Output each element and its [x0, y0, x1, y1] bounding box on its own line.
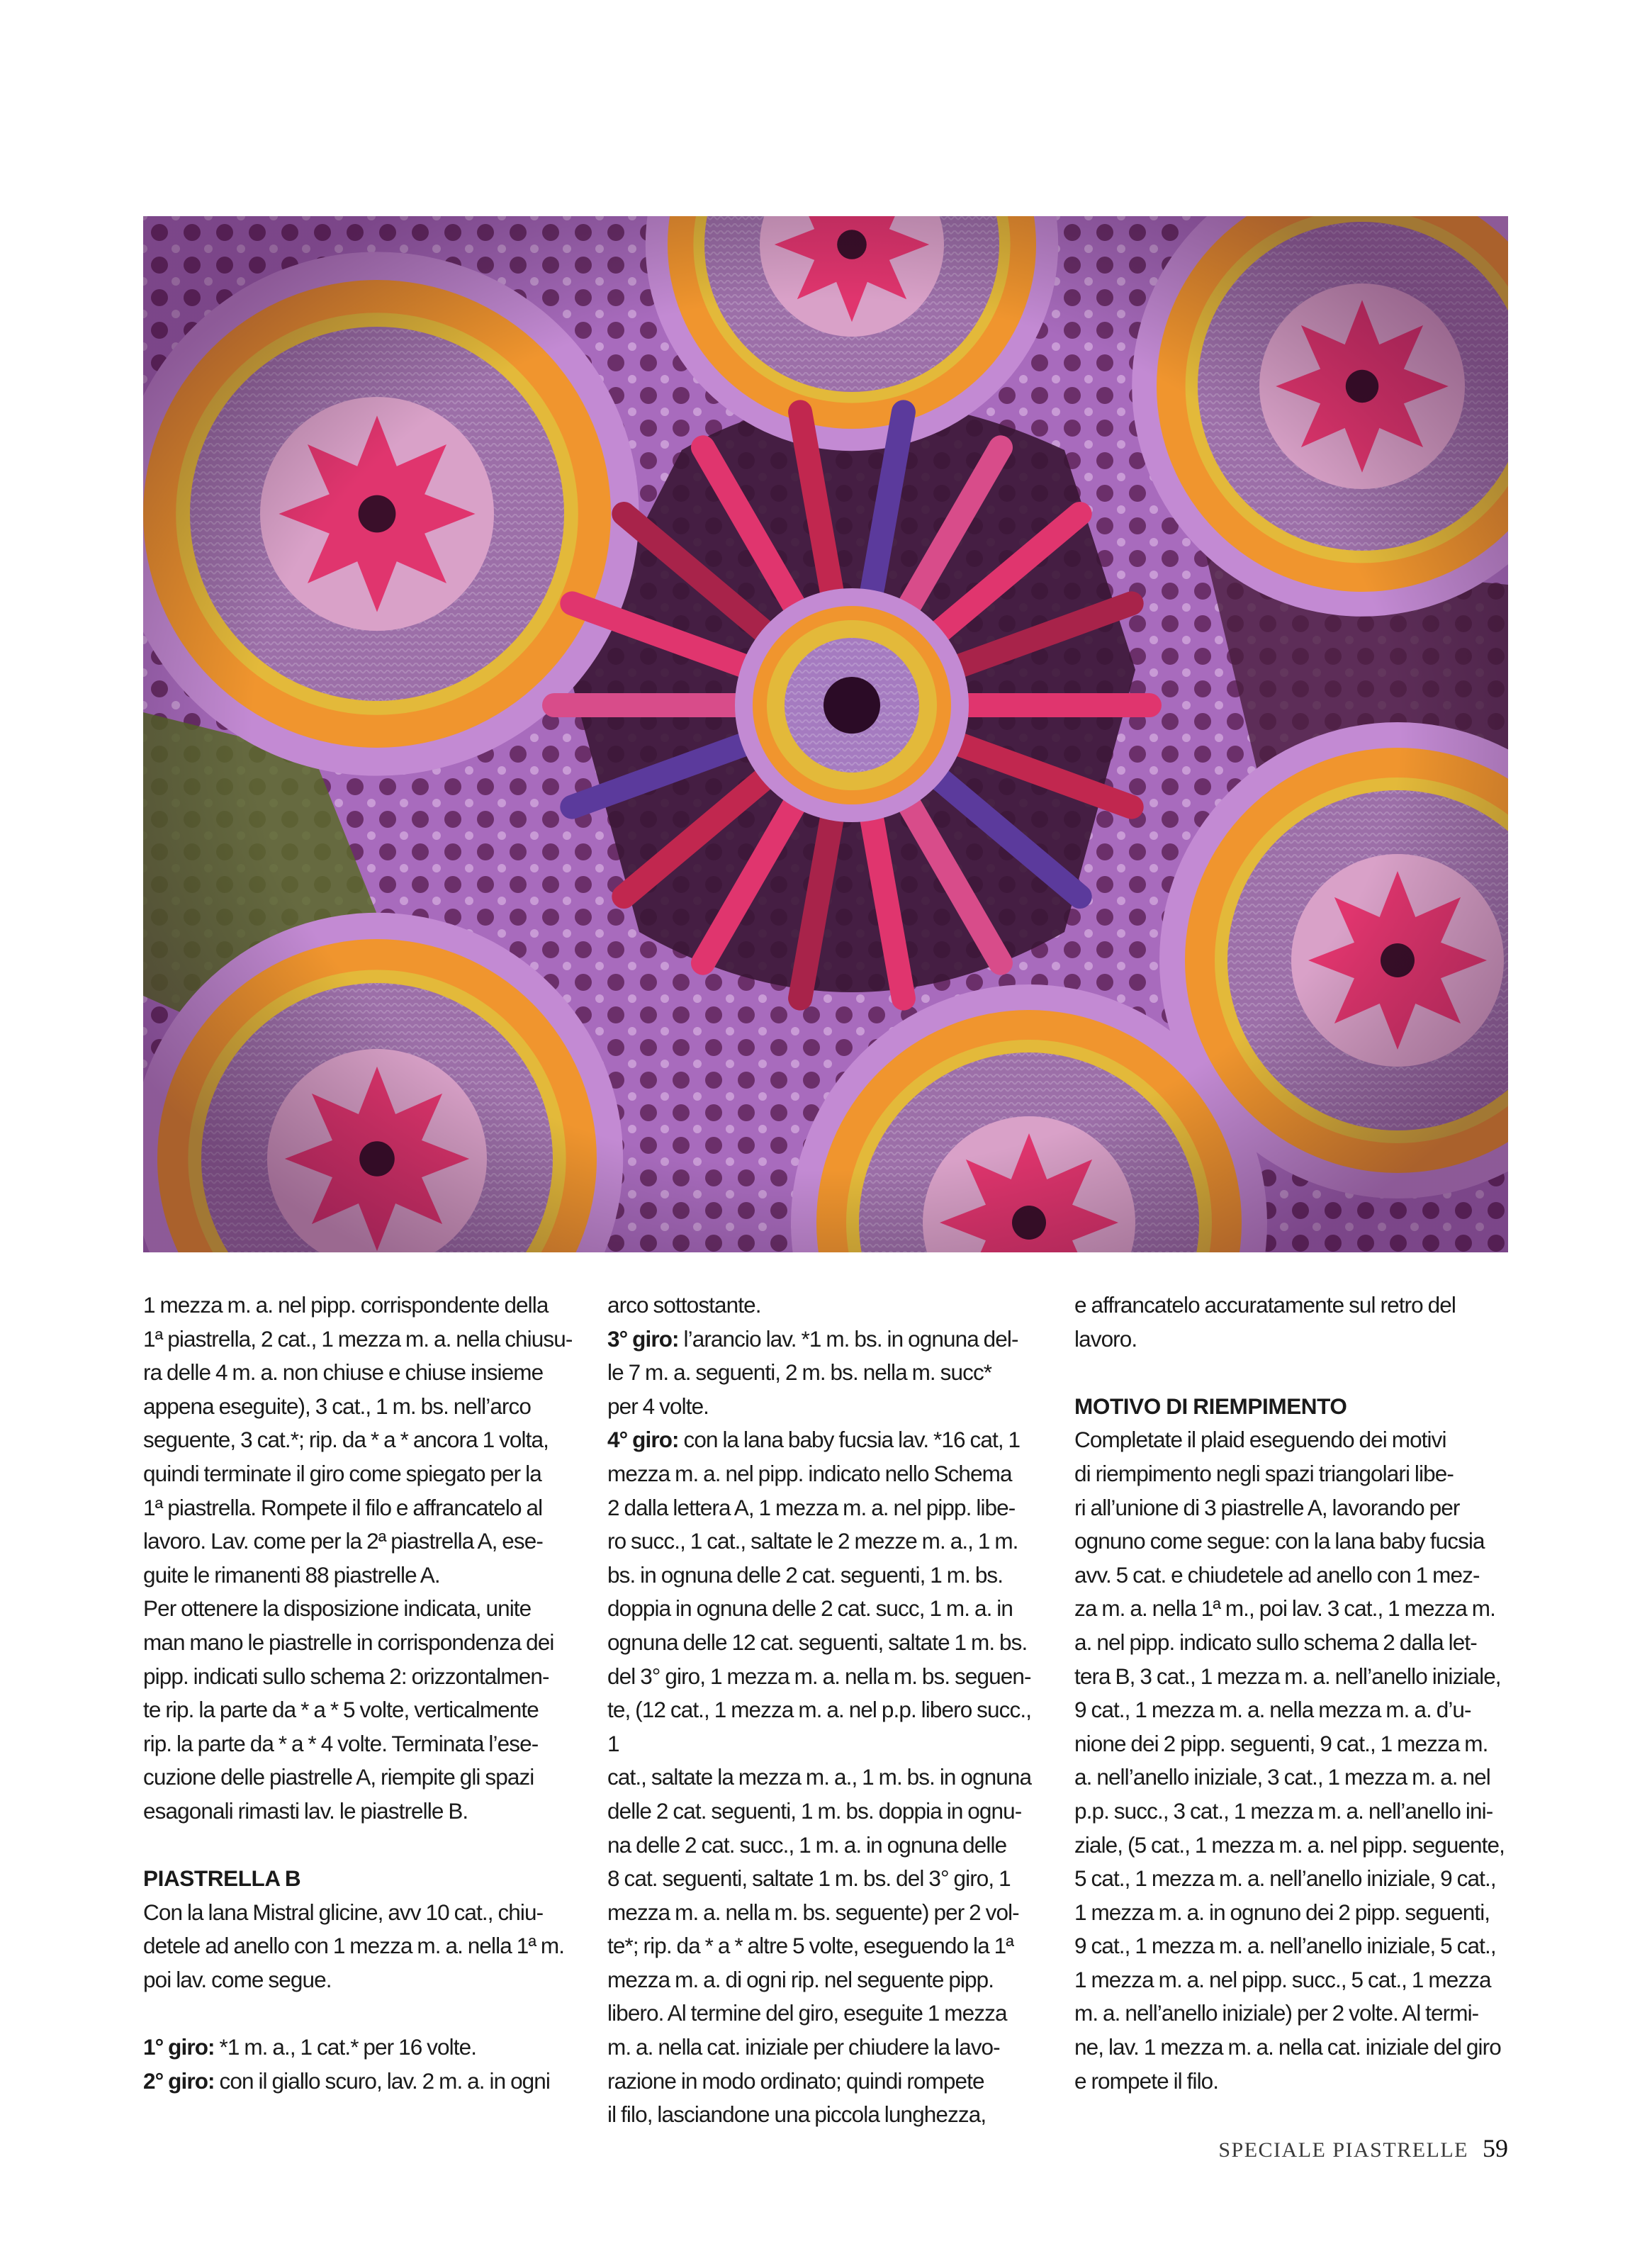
step-4-line: mezza m. a. nel pipp. indicato nello Schema	[607, 1460, 1012, 1486]
step-4-line: delle 2 cat. seguenti, 1 m. bs. doppia in ognu-	[607, 1797, 1022, 1824]
motivo-line: ne, lav. 1 mezza m. a. nella cat. iniziale del giro	[1074, 2034, 1501, 2060]
piastrella-b-line: detele ad anello con 1 mezza m. a. nella 1ª m.	[143, 1933, 565, 1959]
motivo-line: za m. a. nella 1ª m., poi lav. 3 cat., 1 mezza m.	[1074, 1595, 1495, 1622]
column-1-line: 1ª piastrella, 2 cat., 1 mezza m. a. nella chiusu-	[143, 1325, 573, 1352]
page-number: 59	[1483, 2134, 1508, 2162]
column-2-line-0: arco sottostante.	[607, 1292, 761, 1318]
motivo-line: 1 mezza m. a. in ognuno dei 2 pipp. seguenti,	[1074, 1899, 1490, 1925]
heading-piastrella-b: PIASTRELLA B	[143, 1865, 301, 1892]
piastrella-b-line: poi lav. come segue.	[143, 1966, 332, 1992]
column-2	[607, 1289, 1045, 2132]
step-4-line: te, (12 cat., 1 mezza m. a. nel p.p. libero succ., 1	[607, 1697, 1032, 1756]
step-4-line: mezza m. a. nella m. bs. seguente) per 2 vol-	[607, 1899, 1019, 1925]
column-1-line: man mano le piastrelle in corrispondenza dei	[143, 1629, 554, 1655]
motivo-riempimento-text	[1074, 1423, 1512, 2098]
step-2	[143, 2065, 581, 2099]
step-4-line: doppia in ognuna delle 2 cat. succ, 1 m. a. in	[607, 1595, 1013, 1622]
step-4-line: ognuna delle 12 cat. seguenti, saltate 1 m. bs.	[607, 1629, 1028, 1655]
motivo-line: a. nel pipp. indicato sullo schema 2 dalla let-	[1074, 1629, 1477, 1655]
motivo-line: avv. 5 cat. e chiudetele ad anello con 1 mez-	[1074, 1561, 1480, 1588]
step-3-line: le 7 m. a. seguenti, 2 m. bs. nella m. succ*	[607, 1359, 992, 1386]
page-footer	[1218, 2133, 1508, 2163]
piastrella-b-intro	[143, 1896, 581, 1997]
motivo-line: e rompete il filo.	[1074, 2067, 1219, 2094]
column-1-line: cuzione delle piastrelle A, riempite gli spazi	[143, 1764, 534, 1790]
column-1-line: te rip. la parte da * a * 5 volte, verticalmente	[143, 1697, 539, 1723]
step-4-line: 2 dalla lettera A, 1 mezza m. a. nel pipp. libe-	[607, 1494, 1016, 1520]
step-4-line: il filo, lasciandone una piccola lunghezza,	[607, 2101, 986, 2128]
column-1-line: pipp. indicati sullo schema 2: orizzontalmen-	[143, 1663, 549, 1689]
column-1-line: lavoro. Lav. come per la 2ª piastrella A, ese-	[143, 1528, 543, 1554]
piastrella-b-line: Con la lana Mistral glicine, avv 10 cat., chiu-	[143, 1899, 544, 1925]
step-1-label: 1° giro:	[143, 2034, 215, 2060]
column-3	[1074, 1289, 1512, 2098]
motivo-line: ri all’unione di 3 piastrelle A, lavorando per	[1074, 1494, 1460, 1520]
article-body	[143, 1289, 1508, 2128]
motivo-line: Completate il plaid eseguendo dei motivi	[1074, 1427, 1446, 1453]
step-3-line: per 4 volte.	[607, 1393, 709, 1419]
heading-motivo-riempimento: MOTIVO DI RIEMPIMENTO	[1074, 1393, 1347, 1419]
motivo-line: 5 cat., 1 mezza m. a. nell’anello iniziale, 9 cat.,	[1074, 1865, 1496, 1892]
column-1-line: 1 mezza m. a. nel pipp. corrispondente della	[143, 1292, 549, 1318]
step-1	[143, 2031, 581, 2065]
step-4-first: con la lana baby fucsia lav. *16 cat, 1	[678, 1427, 1021, 1453]
column-1-line: rip. la parte da * a * 4 volte. Terminata l’ese-	[143, 1730, 539, 1756]
step-3-text	[607, 1356, 1045, 1423]
crochet-photo-illustration	[143, 216, 1508, 1252]
step-4-line: libero. Al termine del giro, eseguite 1 mezza	[607, 2000, 1007, 2026]
step-3-first: l’arancio lav. *1 m. bs. in ognuna del-	[678, 1325, 1018, 1352]
step-3	[607, 1323, 1045, 1357]
footer-section-title: SPECIALE PIASTRELLE	[1218, 2138, 1468, 2162]
motivo-line: 9 cat., 1 mezza m. a. nella mezza m. a. d’u-	[1074, 1697, 1471, 1723]
step-1-text: *1 m. a., 1 cat.* per 16 volte.	[214, 2034, 477, 2060]
motivo-line: a. nell’anello iniziale, 3 cat., 1 mezza m. a. nel	[1074, 1764, 1490, 1790]
motivo-line: di riempimento negli spazi triangolari libe-	[1074, 1460, 1454, 1486]
step-4-line: te*; rip. da * a * altre 5 volte, eseguendo la 1ª	[607, 1933, 1013, 1959]
motivo-line: ziale, (5 cat., 1 mezza m. a. nel pipp. seguente,	[1074, 1831, 1505, 1858]
motivo-line: nione dei 2 pipp. seguenti, 9 cat., 1 mezza m.	[1074, 1730, 1488, 1756]
column-3-text	[1074, 1289, 1512, 1356]
column-3-line: lavoro.	[1074, 1325, 1137, 1352]
step-4-line: ro succ., 1 cat., saltate le 2 mezze m. a., 1 m.	[607, 1528, 1018, 1554]
step-4-line: na delle 2 cat. succ., 1 m. a. in ognuna delle	[607, 1831, 1007, 1858]
motivo-line: tera B, 3 cat., 1 mezza m. a. nell’anello iniziale,	[1074, 1663, 1501, 1689]
column-1-text	[143, 1289, 581, 1829]
step-4-line: razione in modo ordinato; quindi rompete	[607, 2067, 984, 2094]
motivo-line: ognuno come segue: con la lana baby fucsia	[1074, 1528, 1485, 1554]
step-4-line: bs. in ognuna delle 2 cat. seguenti, 1 m. bs.	[607, 1561, 1004, 1588]
step-4-line: m. a. nella cat. iniziale per chiudere la lavo-	[607, 2034, 1000, 2060]
column-1-line: esagonali rimasti lav. le piastrelle B.	[143, 1797, 468, 1824]
column-1-line: ra delle 4 m. a. non chiuse e chiuse insieme	[143, 1359, 544, 1386]
column-1-line: quindi terminate il giro come spiegato per la	[143, 1460, 541, 1486]
step-4-line: mezza m. a. di ogni rip. nel seguente pipp.	[607, 1966, 994, 1992]
motivo-line: 1 mezza m. a. nel pipp. succ., 5 cat., 1 mezza	[1074, 1966, 1491, 1992]
column-3-line: e affrancatelo accuratamente sul retro del	[1074, 1292, 1456, 1318]
step-4-line: del 3° giro, 1 mezza m. a. nella m. bs. seguen-	[607, 1663, 1031, 1689]
step-4-text	[607, 1457, 1045, 2132]
crochet-photo	[143, 216, 1508, 1252]
step-4-line: 8 cat. seguenti, saltate 1 m. bs. del 3° giro, 1	[607, 1865, 1011, 1892]
column-1	[143, 1289, 581, 2098]
step-4	[607, 1423, 1045, 1457]
step-2-label: 2° giro:	[143, 2067, 215, 2094]
motivo-line: m. a. nell’anello iniziale) per 2 volte. Al termi-	[1074, 2000, 1479, 2026]
motivo-line: 9 cat., 1 mezza m. a. nell’anello iniziale, 5 cat.,	[1074, 1933, 1496, 1959]
step-4-label: 4° giro:	[607, 1427, 679, 1453]
column-1-line: guite le rimanenti 88 piastrelle A.	[143, 1561, 440, 1588]
column-1-line: seguente, 3 cat.*; rip. da * a * ancora 1 volta,	[143, 1427, 549, 1453]
motivo-line: p.p. succ., 3 cat., 1 mezza m. a. nell’anello ini-	[1074, 1797, 1493, 1824]
step-4-line: cat., saltate la mezza m. a., 1 m. bs. in ognuna	[607, 1764, 1032, 1790]
column-1-line: 1ª piastrella. Rompete il filo e affrancatelo al	[143, 1494, 543, 1520]
step-2-text: con il giallo scuro, lav. 2 m. a. in ogni	[214, 2067, 551, 2094]
step-3-label: 3° giro:	[607, 1325, 679, 1352]
column-1-line: appena eseguite), 3 cat., 1 m. bs. nell’arco	[143, 1393, 531, 1419]
column-1-line: Per ottenere la disposizione indicata, unite	[143, 1595, 532, 1622]
